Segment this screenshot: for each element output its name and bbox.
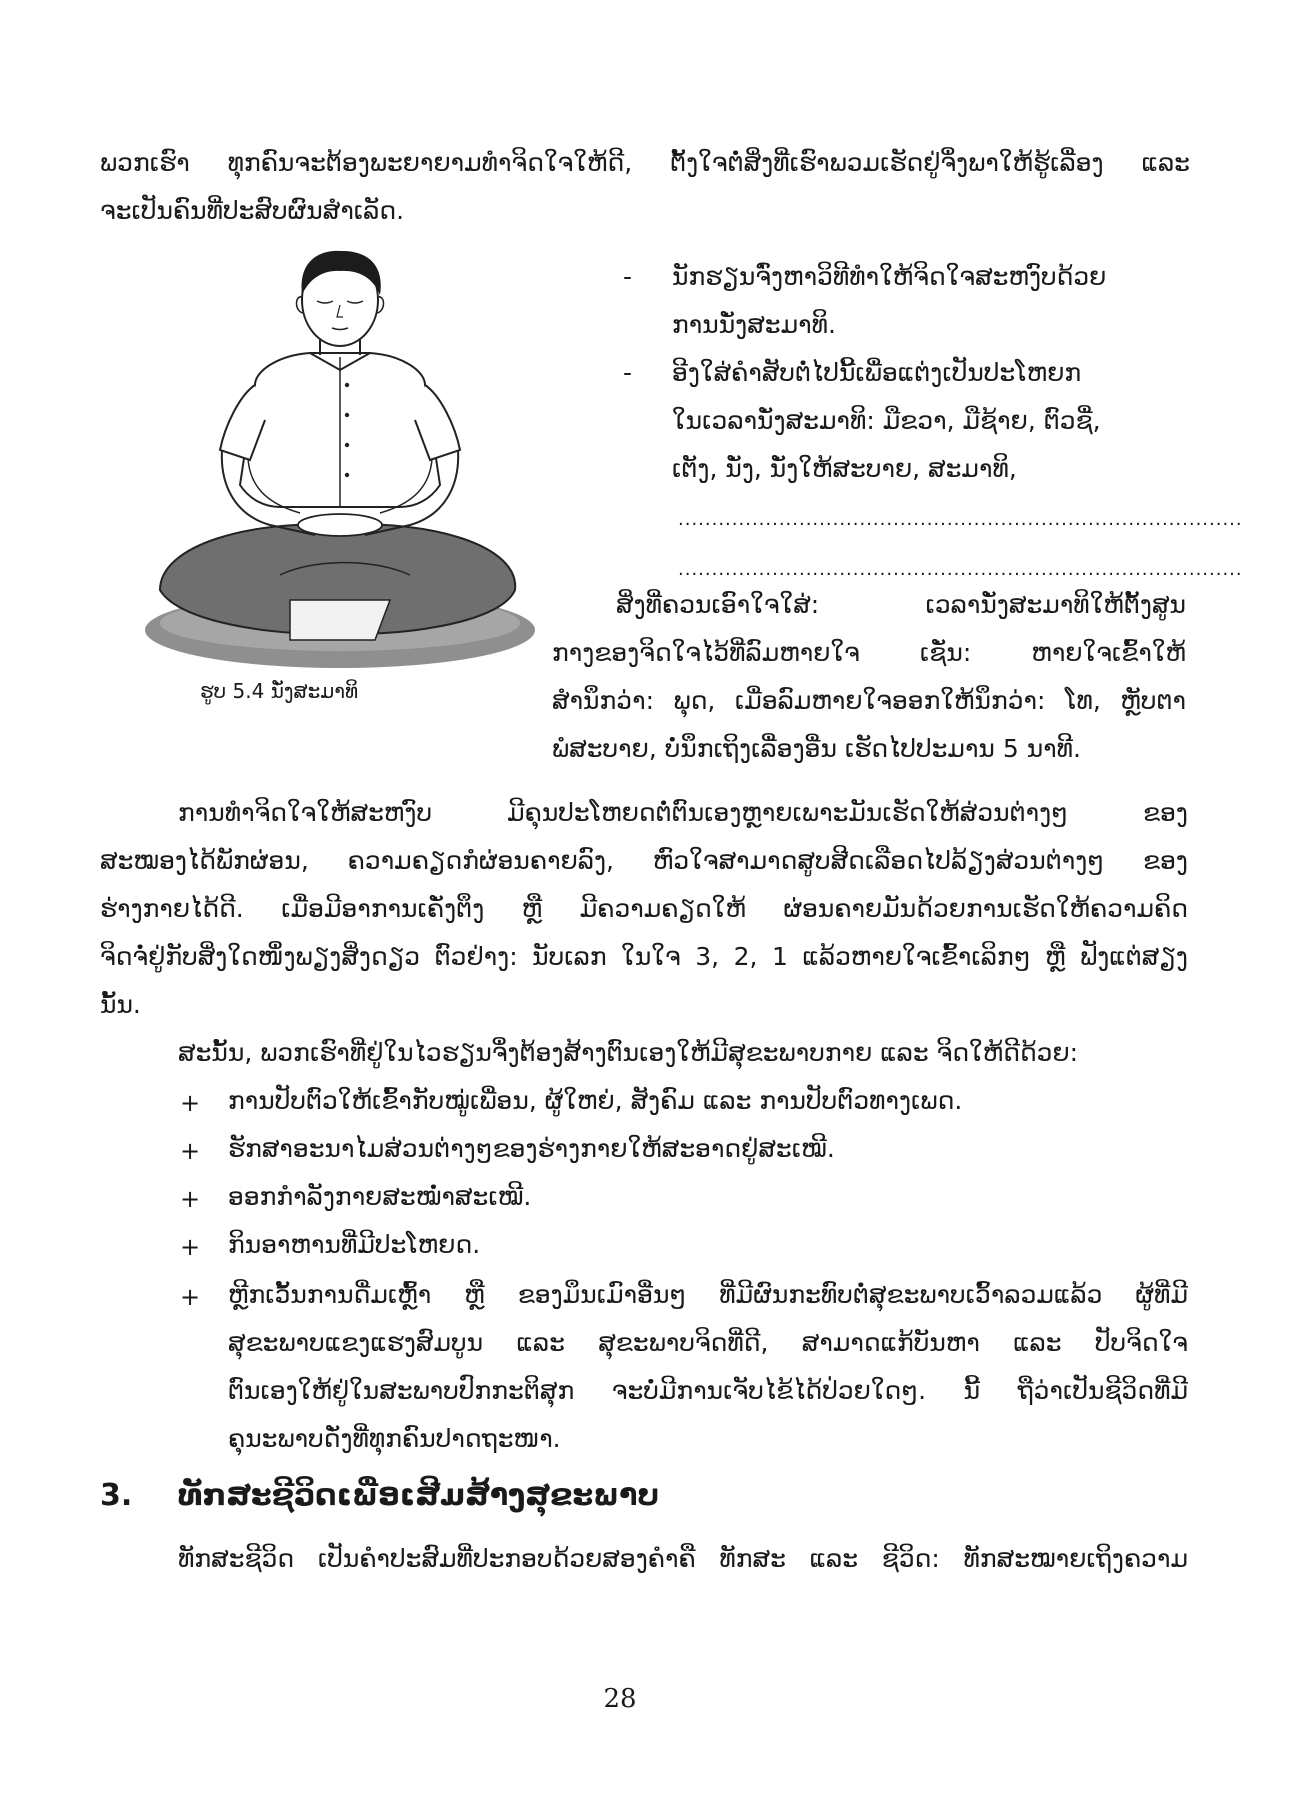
attention-line-2: ກາງຂອງຈິດໃຈໄວ້ທີ່ລົມຫາຍໃຈ ເຊັ່ນ: ຫາຍໃຈເຂົ້າໃຫ້ (552, 638, 1186, 667)
activity-item-1-line-2: ການນັ່ງສະມາທິ. (672, 310, 836, 339)
meditation-figure (140, 245, 535, 670)
para1-line-4: ຈິດຈໍ່ຢູ່ກັບສິ່ງໃດໜຶ່ງພຽງສິ່ງດຽວ ຕົວຢ່າງ: ນັບເລກ ໃນໃຈ 3, 2, 1 ແລ້ວຫາຍໃຈເຂົ້າເລິກໆ ຫຼື ຟັງແຕ່ສຽງ (100, 942, 1188, 971)
activity-item-2-line-2: ໃນເວລານັ່ງສະມາທິ: ມືຂວາ, ມືຊ້າຍ, ຕົວຊື່, (672, 406, 1101, 435)
para1-line-2: ສະໝອງໄດ້ພັກຜ່ອນ, ຄວາມຄຽດກໍຜ່ອນຄາຍລົງ, ຫົວໃຈສາມາດສູບສີດເລືອດໄປລ້ຽງສ່ວນຕ່າງໆ ຂອງ (100, 846, 1188, 875)
list-item: ຮັກສາອະນາໄມສ່ວນຕ່າງໆຂອງຮ່າງກາຍໃຫ້ສະອາດຢູ່ສະເໝີ. (228, 1134, 835, 1163)
plus-bullet: + (180, 1137, 201, 1165)
list-item-continuation: ສຸຂະພາບແຂງແຮງສົມບູນ ແລະ ສຸຂະພາບຈິດທີ່ດີ, ສາມາດແກ້ບັນຫາ ແລະ ປັບຈິດໃຈ (228, 1328, 1188, 1357)
intro-line-1: ພວກເຮົາ ທຸກຄົນຈະຕ້ອງພະຍາຍາມທຳຈິດໃຈໃຫ້ດີ, ຕັ້ງໃຈຕໍ່ສິ່ງທີ່ເຮົາພວມເຮັດຢູ່ຈຶ່ງພາໃຫ້ຮູ້ເລື່ອງ ແລະ (100, 148, 1190, 177)
para2-lead: ສະນັ້ນ, ພວກເຮົາທີ່ຢູ່ໃນໄວຮຽນຈຶ່ງຕ້ອງສ້າງຕົນເອງໃຫ້ມີສຸຂະພາບກາຍ ແລະ ຈິດໃຫ້ດີດ້ວຍ: (178, 1038, 1079, 1067)
activity-item-2-line-1: ອີງໃສ່ຄຳສັບຕໍ່ໄປນີ້ເພື່ອແຕ່ງເປັນປະໂຫຍກ (672, 358, 1082, 387)
plus-bullet: + (180, 1283, 201, 1311)
para1-line-5: ນັ້ນ. (100, 990, 141, 1019)
list-item: ຫຼີກເວັ້ນການດື່ມເຫຼົ້າ ຫຼື ຂອງມຶນເມົາອື່ນໆ ທີ່ມີຜົນກະທົບຕໍ່ສຸຂະພາບເວົ້າລວມແລ້ວ ຜູ້ທີ່ມີ (228, 1280, 1188, 1309)
para1-line-3: ຮ່າງກາຍໄດ້ດີ. ເມື່ອມີອາການເຄັ່ງຕຶງ ຫຼື ມີຄວາມຄຽດໃຫ້ ຜ່ອນຄາຍມັນດ້ວຍການເຮັດໃຫ້ຄວາມຄິດ (100, 894, 1188, 923)
answer-dotted-line-1: .................................................................................... (678, 509, 1243, 530)
list-item-continuation: ຕົນເອງໃຫ້ຢູ່ໃນສະພາບປົກກະຕິສຸກ ຈະບໍ່ມີການເຈັບໄຂ້ໄດ້ປ່ວຍໃດໆ. ນີ້ ຖືວ່າເປັນຊີວິດທີ່ມີ (228, 1376, 1188, 1405)
list-item: ກິນອາຫານທີ່ມີປະໂຫຍດ. (228, 1230, 481, 1259)
attention-line-4: ພໍສະບາຍ, ບໍ່ນຶກເຖິງເລື່ອງອື່ນ ເຮັດໄປປະມານ 5 ນາທີ. (552, 734, 1081, 763)
activity-item-1-line-1: ນັກຮຽນຈົ່ງຫາວິທີທຳໃຫ້ຈິດໃຈສະຫງົບດ້ວຍ (672, 262, 1107, 291)
section3-line-1: ທັກສະຊີວິດ ເປັນຄຳປະສົມທີ່ປະກອບດ້ວຍສອງຄຳຄື ທັກສະ ແລະ ຊີວິດ: ທັກສະໝາຍເຖິງຄວາມ (178, 1544, 1188, 1573)
page-number: 28 (603, 1684, 637, 1714)
dash-bullet: - (623, 262, 633, 291)
intro-line-2: ຈະເປັນຄົນທີ່ປະສົບຜົນສຳເລັດ. (100, 196, 405, 225)
section-number: 3. (100, 1478, 133, 1513)
plus-bullet: + (180, 1185, 201, 1213)
figure-caption: ຮູບ 5.4 ນັ່ງສະມາທິ (200, 679, 359, 703)
dash-bullet: - (623, 358, 633, 387)
list-item-continuation: ຄຸນະພາບດັ່ງທີ່ທຸກຄົນປາດຖະໜາ. (228, 1424, 561, 1453)
activity-item-2-line-3: ເຕັງ, ນັ່ງ, ນັ່ງໃຫ້ສະບາຍ, ສະມາທິ, (672, 454, 1017, 483)
plus-bullet: + (180, 1233, 201, 1261)
section-title: ທັກສະຊີວິດເພື່ອເສີມສ້າງສຸຂະພາບ (178, 1478, 660, 1513)
list-item: ອອກກຳລັງກາຍສະໝ່ຳສະເໝີ. (228, 1182, 532, 1211)
plus-bullet: + (180, 1089, 201, 1117)
list-item: ການປັບຕົວໃຫ້ເຂົ້າກັບໝູ່ເພື່ອນ, ຜູ້ໃຫຍ່, ສັງຄົມ ແລະ ການປັບຕົວທາງເພດ. (228, 1086, 963, 1115)
attention-line-1: ສິ່ງທີ່ຄວນເອົາໃຈໃສ່: ເວລານັ່ງສະມາທິໃຫ້ຕັ້ງສູນ (616, 590, 1186, 619)
answer-dotted-line-2: .................................................................................... (678, 559, 1243, 580)
attention-line-3: ສຳນຶກວ່າ: ພຸດ, ເມື່ອລົມຫາຍໃຈອອກໃຫ້ນຶກວ່າ: ໂທ, ຫຼັບຕາ (552, 686, 1186, 715)
para1-line-1: ການທຳຈິດໃຈໃຫ້ສະຫງົບ ມີຄຸນປະໂຫຍດຕໍ່ຕົນເອງຫຼາຍເພາະມັນເຮັດໃຫ້ສ່ວນຕ່າງໆ ຂອງ (178, 798, 1188, 827)
